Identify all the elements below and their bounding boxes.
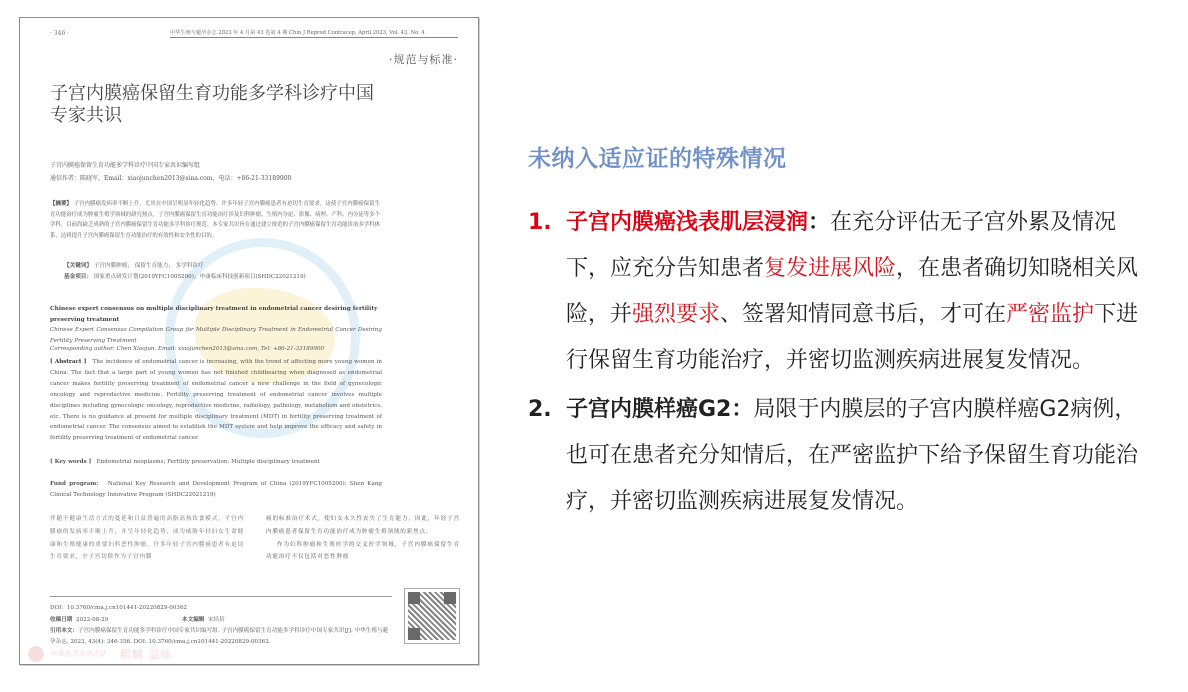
publisher-name: 中华医学会杂志社	[50, 650, 106, 658]
editor-name: 宋培培	[207, 617, 225, 623]
body-column-right-p2: 作为妇科肿瘤和生殖医学的交叉医学领域，子宫内膜癌保留生育功能治疗不仅包括对恶性肿瘤	[266, 541, 461, 561]
journal-page-image	[19, 17, 479, 665]
received-label: 收稿日期	[50, 617, 73, 623]
keywords-en-label: [ Key words ]	[50, 459, 92, 465]
point-term: 子宫内膜样癌G2	[566, 397, 732, 422]
received-info	[50, 615, 261, 623]
article-title-en: Chinese expert consensus on multiple disciplinary treatment in endometrial cancer desiring fertility preserving treatment	[50, 306, 378, 323]
point-highlight: 严密监护	[1006, 302, 1095, 327]
keywords-en-text: Endometrial neoplasms; Fertility preservation; Multiple disciplinary treatment	[96, 459, 320, 465]
journal-header: 中华生殖与避孕杂志 2023 年 4 月第 43 卷第 4 期 Chin J Reprod Contracep, April 2023, Vol. 43, No. 4	[170, 29, 458, 38]
publisher-flower-icon	[28, 646, 44, 662]
footnote-divider	[50, 596, 392, 597]
point-segment: 下进行保留生育功能治疗，并密切监测疾病进展复发情况。	[566, 302, 1139, 373]
point-item-2	[528, 387, 1168, 525]
article-title-cn: 子宫内膜癌保留生育功能多学科诊疗中国专家共识	[50, 83, 374, 126]
corresponding-author-cn: 通信作者：陈晓军，Email：xiaojunchen2013@sina.com，电话：+86-21-33189900	[50, 175, 292, 182]
point-segment: 在充分评估无子宫外累及情况下，应充分告知患者	[566, 210, 1117, 281]
fund-cn-text: 国家重点研发计划(2019YFC1005200)；申康临床科技创新项目(SHDC22021219)	[93, 274, 306, 280]
body-columns	[50, 513, 460, 564]
body-column-right-p1: 癌的标准治疗术式，使妇女永久性丧失了生育能力，因此，年轻子宫内膜癌患者保留生育功能治疗成为肿瘤生殖领域的新焦点。	[266, 516, 460, 535]
point-number: 2.	[528, 397, 552, 422]
citation-label: 引用本文：	[50, 628, 78, 634]
point-highlight: 复发进展风险	[764, 256, 897, 281]
point-text	[566, 387, 1146, 525]
abstract-en-label: [ Abstract ]	[50, 359, 87, 365]
point-text	[566, 200, 1146, 384]
abstract-en-text: The incidence of endometrial cancer is increasing, with the trend of affecting more young women in China. The fact that a large part of young women has not finished childbearing when diagnosed as endometrial cancer makes fertility preserving treatment of endometrial cancer a new challenge in the field of gynecologic oncology and reproductive medicine. Fertility preserving treatment of endometrial cancer involves multiple disciplines including gynecologic oncology, reproductive medicine, radiology, pathology, metabolism and obstetrics, etc. There is no guidance at present for multiple disciplinary treatment (MDT) in fertility preserving treatment of endometrial cancer. The consensus aimed to establish the MDT system and help improve the efficacy and safety in fertility preserving treatment of endometrial cancer.	[50, 359, 383, 442]
qr-code-icon	[404, 588, 460, 644]
point-body: 局限于内膜层的子宫内膜样癌G2病例，也可在患者充分知情后，在严密监护下给予保留生育功能治疗，并密切监测疾病进展复发情况。	[566, 397, 1139, 514]
abstract-cn-label: 【摘要】	[50, 201, 72, 207]
fund-en-label: Fund program:	[50, 481, 99, 487]
point-colon: ：	[731, 397, 754, 422]
publisher-brand: 麒麟 溢脉	[120, 648, 173, 661]
slide-heading: 未纳入适应证的特殊情况	[528, 146, 787, 172]
publisher-logo	[28, 646, 173, 662]
body-column-right	[266, 513, 460, 564]
point-highlight: 强烈要求	[632, 302, 721, 327]
fund-cn	[64, 272, 306, 280]
keywords-cn	[64, 261, 204, 269]
points-list	[528, 200, 1168, 525]
page-number: · 346 ·	[50, 30, 70, 37]
abstract-en	[50, 357, 382, 444]
point-number: 1.	[528, 210, 552, 235]
abstract-cn	[50, 199, 380, 241]
author-group-en: Chinese Expert Consensus Compilation Group for Multiple Disciplinary Treatment in Endometrial Cancer Desiring Fertility Preserving Treatment	[50, 327, 382, 344]
point-colon: ：	[808, 210, 831, 235]
point-item-1	[528, 200, 1168, 384]
body-column-left: 伴随不健康生活方式的蔓延和日益普遍的高脂高热饮食模式，子宫内膜癌的发病率不断上升，并呈年轻化趋势，成为威胁年轻妇女生命健康和生殖健康的重要妇科恶性肿瘤。许多年轻子宫内膜癌患者有迫切生育要求，全子宫切除作为子宫内膜	[50, 516, 244, 561]
abstract-cn-text: 子宫内膜癌发病率不断上升，尤其在中国呈明显年轻化趋势。许多年轻子宫内膜癌患者有迫切生育要求，这使子宫内膜癌保留生育功能治疗成为肿瘤生殖学领域的研究热点。子宫内膜癌保留生育功能治疗涉及妇科肿瘤、生殖内分泌、影像、病理、产科、内分泌等多个学科，目前尚缺乏成熟的子宫内膜癌保留生育功能多学科诊疗规范。本专家共识旨在通过建立规范的子宫内膜癌保留生育功能诊治多学科体系，达到提升子宫内膜癌保留生育功能治疗的有效性和安全性的目的。	[50, 201, 380, 239]
point-segment: 、签署知情同意书后，才可在	[720, 302, 1007, 327]
author-group-cn: 子宫内膜癌保留生育功能多学科诊疗中国专家共识编写组	[50, 162, 201, 169]
received-date: 2022-08-29	[75, 617, 109, 623]
fund-en	[50, 479, 382, 500]
column-tag: ·规范与标准·	[389, 53, 458, 66]
corresponding-author-en: Corresponding author: Chen Xiaojun, Email: xiaojunchen2013@sina.com, Tel: +86-21-33189900	[50, 346, 325, 352]
keywords-cn-text: 子宫内膜肿瘤； 保留生育能力； 多学科诊疗	[93, 263, 204, 269]
keywords-cn-label: 【关键词】	[64, 263, 92, 269]
fund-en-text: National Key Research and Development Program of China (2019YFC1005200); Shen Kang Clinical Technology Innovative Program (SHDC22021219)	[50, 481, 382, 498]
keywords-en	[50, 457, 382, 468]
fund-cn-label: 基金项目：	[64, 274, 92, 280]
citation-text: 子宫内膜癌保留生育功能多学科诊疗中国专家共识编写组. 子宫内膜癌保留生育功能多学科诊疗中国专家共识[J]. 中华生殖与避孕杂志, 2023, 43(4): 346-356. DOI: 10.3760/cma.j.cn101441-20220829-00362.	[50, 628, 389, 645]
point-term: 子宫内膜癌浅表肌层浸润	[566, 210, 809, 235]
point-segment: ，在患者确切知晓相关风险，并	[566, 256, 1139, 327]
citation	[50, 626, 392, 648]
editor-label: 本文编辑	[182, 617, 205, 623]
doi: DOI：10.3760/cma.j.cn101441-20220829-00362	[50, 605, 188, 611]
